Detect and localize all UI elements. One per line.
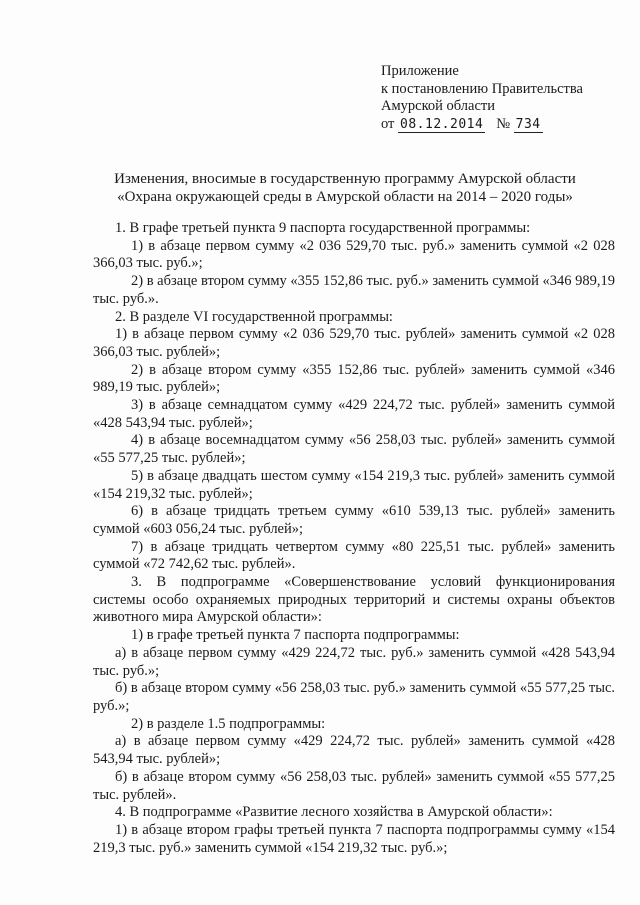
paragraph: 2) в абзаце втором сумму «355 152,86 тыс. рублей» заменить суммой «346 989,19 тыс. рублей»;: [93, 361, 615, 396]
paragraph: 3. В подпрограмме «Совершенствование условий функционирования системы особо охраняемых природных территорий и системы охраны объектов животного мира Амурской области»:: [93, 574, 615, 626]
paragraph: 1) в графе третьей пункта 7 паспорта подпрограммы:: [131, 627, 460, 644]
resolution-number: 734: [515, 116, 541, 132]
paragraph: 2) в абзаце втором сумму «355 152,86 тыс. руб.» заменить суммой «346 989,19 тыс. руб.».: [93, 273, 615, 307]
appendix-header: [381, 63, 583, 133]
resolution-date: 08.12.2014: [400, 116, 484, 132]
document-body: [93, 220, 615, 857]
appendix-date-line: [381, 116, 583, 134]
paragraph: б) в абзаце втором сумму «56 258,03 тыс. руб.» заменить суммой «55 577,25 тыс. руб.»;: [93, 680, 615, 714]
appendix-line-3: Амурской области: [381, 98, 495, 114]
paragraph: а) в абзаце первом сумму «429 224,72 тыс. рублей» заменить суммой «428 543,94 тыс. рублей»;: [93, 733, 615, 768]
paragraph: 3) в абзаце семнадцатом сумму «429 224,72 тыс. рублей» заменить суммой «428 543,94 тыс. рублей»;: [93, 397, 615, 431]
appendix-line-2: к постановлению Правительства: [381, 80, 583, 97]
paragraph: а) в абзаце первом сумму «429 224,72 тыс. руб.» заменить суммой «428 543,94 тыс. руб.»;: [93, 644, 615, 679]
number-prefix: №: [496, 115, 511, 132]
date-prefix: от: [381, 115, 395, 132]
paragraph: 2. В разделе VI государственной программы:: [115, 308, 393, 325]
paragraph: 7) в абзаце тридцать четвертом сумму «80 225,51 тыс. рублей» заменить суммой «72 742,62 тыс. рублей».: [93, 538, 615, 573]
appendix-line-1: Приложение: [381, 63, 459, 79]
paragraph: 4) в абзаце восемнадцатом сумму «56 258,03 тыс. рублей» заменить суммой «55 577,25 тыс. рублей»;: [93, 432, 615, 467]
paragraph: 5) в абзаце двадцать шестом сумму «154 219,3 тыс. рублей» заменить суммой «154 219,32 тыс. рублей»;: [93, 467, 615, 502]
document-title: [80, 170, 610, 206]
paragraph: 1) в абзаце первом сумму «2 036 529,70 тыс. рублей» заменить суммой «2 028 366,03 тыс. рублей»;: [93, 326, 615, 360]
paragraph: 1) в абзаце втором графы третьей пункта 7 паспорта подпрограммы сумму «154 219,3 тыс. руб.» заменить суммой «154 219,32 тыс. руб.»;: [93, 821, 615, 856]
paragraph: б) в абзаце втором сумму «56 258,03 тыс. рублей» заменить суммой «55 577,25 тыс. рублей».: [93, 768, 615, 803]
paragraph: 6) в абзаце тридцать третьем сумму «610 539,13 тыс. рублей» заменить суммой «603 056,24 тыс. рублей»;: [93, 503, 615, 537]
title-line-2: «Охрана окружающей среды в Амурской области на 2014 – 2020 годы»: [117, 189, 573, 205]
paragraph: 4. В подпрограмме «Развитие лесного хозяйства в Амурской области»:: [115, 804, 553, 821]
title-line-1: Изменения, вносимые в государственную программу Амурской области: [114, 171, 576, 187]
paragraph: 1. В графе третьей пункта 9 паспорта государственной программы:: [115, 220, 531, 236]
paragraph: 2) в разделе 1.5 подпрограммы:: [131, 715, 326, 732]
paragraph: 1) в абзаце первом сумму «2 036 529,70 тыс. руб.» заменить суммой «2 028 366,03 тыс. руб.»;: [93, 237, 615, 272]
